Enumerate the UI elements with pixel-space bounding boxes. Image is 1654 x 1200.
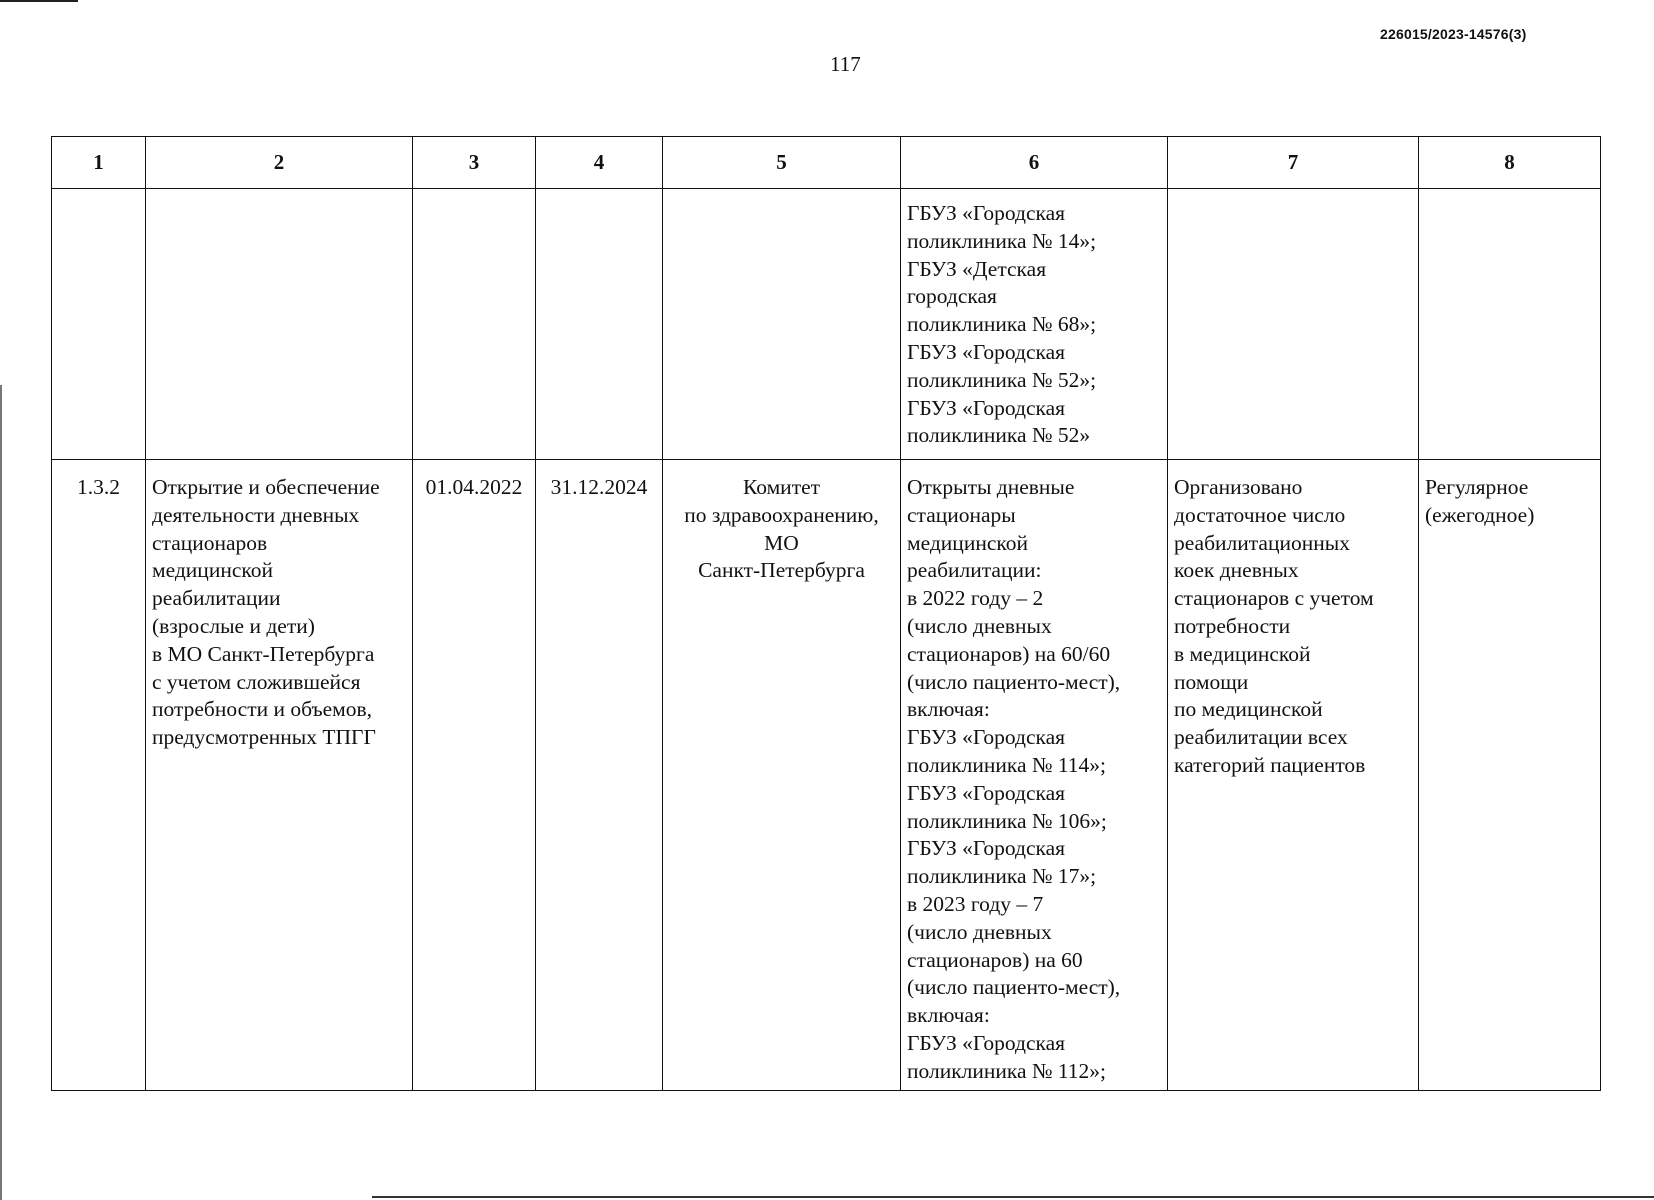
activity-text <box>146 460 412 752</box>
plan-table <box>51 136 1601 1091</box>
text-line: Открыты дневные <box>907 475 1075 499</box>
cell-effect <box>1168 460 1419 1091</box>
text-line: Открытие и обеспечение <box>152 475 380 499</box>
text-line: поликлиника № 114»; <box>907 752 1107 777</box>
text-line: в МО Санкт-Петербурга <box>152 641 375 666</box>
cell-end-date <box>536 460 663 1091</box>
text-line: (число пациенто-мест), <box>907 975 1121 1000</box>
text-line: поликлиника № 14»; <box>907 228 1097 253</box>
text-line: категорий пациентов <box>1174 752 1366 777</box>
cell-end-date <box>536 189 663 460</box>
text-line: реабилитации <box>152 586 281 611</box>
cell-start-date <box>413 460 536 1091</box>
result-text <box>901 189 1167 450</box>
text-line: ГБУЗ «Городская <box>907 339 1066 364</box>
text-line: (число пациенто-мест), <box>907 669 1121 694</box>
scan-edge-top <box>0 0 78 2</box>
cell-frequency <box>1419 189 1601 460</box>
text-line: предусмотренных ТПГГ <box>152 725 376 750</box>
text-line: Комитет <box>742 475 821 499</box>
header-col-8: 8 <box>1419 137 1601 189</box>
text-line: стационаров) на 60 <box>907 947 1083 972</box>
text-line: медицинской <box>152 558 273 583</box>
row-number: 1.3.2 <box>77 475 120 499</box>
header-col-3: 3 <box>413 137 536 189</box>
cell-responsible <box>663 460 901 1091</box>
text-line: ГБУЗ «Детская <box>907 256 1047 281</box>
text-line: ГБУЗ «Городская <box>907 780 1066 805</box>
cell-result <box>901 460 1168 1091</box>
text-line: коек дневных <box>1174 558 1299 583</box>
scan-edge-bottom <box>372 1196 1654 1198</box>
text-line: МО <box>764 530 799 555</box>
text-line: ГБУЗ «Городская <box>907 725 1066 750</box>
header-col-1: 1 <box>52 137 146 189</box>
text-line: медицинской <box>907 530 1028 555</box>
text-line: в 2022 году – 2 <box>907 586 1044 611</box>
cell-number <box>52 189 146 460</box>
table-row-1-3-2 <box>52 460 1601 1091</box>
header-col-2: 2 <box>146 137 413 189</box>
table-row-continuation <box>52 189 1601 460</box>
text-line: Регулярное <box>1425 475 1529 499</box>
cell-effect <box>1168 189 1419 460</box>
text-line: городская <box>907 284 997 309</box>
responsible-text <box>663 460 900 585</box>
cell-responsible <box>663 189 901 460</box>
text-line: реабилитационных <box>1174 530 1350 555</box>
text-line: в медицинской <box>1174 641 1311 666</box>
cell-activity <box>146 189 413 460</box>
text-line: стационаров с учетом <box>1174 586 1374 611</box>
text-line: потребности и объемов, <box>152 697 373 722</box>
text-line: поликлиника № 52»; <box>907 367 1097 392</box>
text-line: Организовано <box>1174 475 1303 499</box>
text-line: включая: <box>907 697 990 722</box>
header-col-5: 5 <box>663 137 901 189</box>
text-line: поликлиника № 68»; <box>907 312 1097 337</box>
text-line: (число дневных <box>907 919 1052 944</box>
document-id: 226015/2023-14576(3) <box>1380 26 1527 42</box>
text-line: ГБУЗ «Городская <box>907 201 1066 225</box>
text-line: поликлиника № 106»; <box>907 808 1107 833</box>
text-line: стационары <box>907 502 1016 527</box>
text-line: с учетом сложившейся <box>152 669 361 694</box>
text-line: деятельности дневных <box>152 502 360 527</box>
text-line: реабилитации: <box>907 558 1042 583</box>
header-row <box>52 137 1601 189</box>
text-line: поликлиника № 52» <box>907 423 1091 448</box>
page-number: 117 <box>830 52 861 76</box>
text-line: стационаров <box>152 530 268 555</box>
cell-start-date <box>413 189 536 460</box>
text-line: по здравоохранению, <box>684 502 879 527</box>
text-line: помощи <box>1174 669 1249 694</box>
result-text <box>901 460 1167 1086</box>
text-line: по медицинской <box>1174 697 1323 722</box>
text-line: поликлиника № 17»; <box>907 864 1097 889</box>
effect-text <box>1168 460 1418 780</box>
text-line: достаточное число <box>1174 502 1346 527</box>
text-line: реабилитации всех <box>1174 725 1348 750</box>
scan-edge-left <box>0 385 2 1200</box>
text-line: (число дневных <box>907 613 1052 638</box>
header-col-6: 6 <box>901 137 1168 189</box>
frequency-text <box>1419 460 1600 530</box>
cell-activity <box>146 460 413 1091</box>
text-line: включая: <box>907 1003 990 1028</box>
text-line: ГБУЗ «Городская <box>907 395 1066 420</box>
text-line: Санкт-Петербурга <box>698 558 865 583</box>
text-line: потребности <box>1174 613 1291 638</box>
text-line: ГБУЗ «Городская <box>907 836 1066 861</box>
text-line: (взрослые и дети) <box>152 613 315 638</box>
header-col-4: 4 <box>536 137 663 189</box>
cell-result <box>901 189 1168 460</box>
end-date: 31.12.2024 <box>550 475 648 499</box>
cell-frequency <box>1419 460 1601 1091</box>
text-line: (ежегодное) <box>1425 502 1535 527</box>
start-date: 01.04.2022 <box>425 475 523 499</box>
text-line: ГБУЗ «Городская <box>907 1030 1066 1055</box>
header-col-7: 7 <box>1168 137 1419 189</box>
text-line: в 2023 году – 7 <box>907 891 1044 916</box>
text-line: стационаров) на 60/60 <box>907 641 1111 666</box>
cell-number <box>52 460 146 1091</box>
text-line: поликлиника № 112»; <box>907 1058 1107 1083</box>
